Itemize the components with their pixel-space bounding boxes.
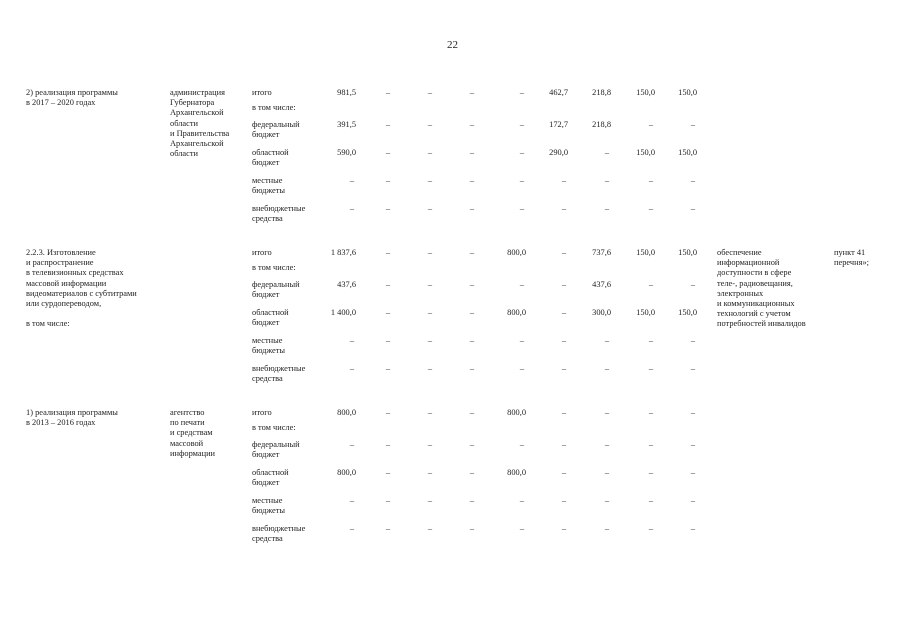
- value-dash: –: [604, 176, 610, 185]
- value-cell: 437,6: [337, 280, 356, 289]
- value-dash: –: [561, 468, 567, 477]
- value-dash: –: [648, 440, 654, 449]
- value-dash: –: [385, 408, 391, 417]
- value-dash: –: [385, 336, 391, 345]
- value-dash: –: [648, 496, 654, 505]
- value-dash: –: [349, 364, 355, 373]
- value-dash: –: [469, 408, 475, 417]
- value-dash: –: [427, 176, 433, 185]
- value-cell: 800,0: [507, 408, 526, 417]
- value-dash: –: [385, 364, 391, 373]
- value-cell: 172,7: [549, 120, 568, 129]
- value-cell: 300,0: [592, 308, 611, 317]
- value-dash: –: [385, 468, 391, 477]
- value-cell: 437,6: [592, 280, 611, 289]
- row-label: федеральный бюджет: [252, 440, 300, 460]
- value-dash: –: [519, 364, 525, 373]
- value-dash: –: [690, 336, 696, 345]
- value-dash: –: [469, 204, 475, 213]
- value-dash: –: [385, 308, 391, 317]
- value-dash: –: [519, 336, 525, 345]
- value-cell: 150,0: [678, 308, 697, 317]
- value-cell: 290,0: [549, 148, 568, 157]
- value-dash: –: [561, 308, 567, 317]
- value-dash: –: [469, 176, 475, 185]
- row-label: федеральный бюджет: [252, 120, 300, 140]
- value-dash: –: [648, 408, 654, 417]
- value-dash: –: [427, 524, 433, 533]
- value-dash: –: [561, 336, 567, 345]
- value-dash: –: [690, 468, 696, 477]
- value-dash: –: [561, 440, 567, 449]
- value-dash: –: [469, 88, 475, 97]
- value-dash: –: [648, 468, 654, 477]
- value-dash: –: [604, 364, 610, 373]
- section-title: 2.2.3. Изготовление и распространение в телевизионных средствах массовой информации видеоматериалов с субтитрами или сурдопереводом, в том числе:: [26, 248, 137, 329]
- row-label: внебюджетные средства: [252, 524, 306, 544]
- section-title: 1) реализация программы в 2013 – 2016 годах: [26, 408, 118, 428]
- value-cell: 150,0: [678, 88, 697, 97]
- value-dash: –: [427, 120, 433, 129]
- value-cell: 391,5: [337, 120, 356, 129]
- value-dash: –: [604, 148, 610, 157]
- value-dash: –: [469, 148, 475, 157]
- value-dash: –: [427, 204, 433, 213]
- value-dash: –: [690, 204, 696, 213]
- row-label: местные бюджеты: [252, 336, 286, 356]
- value-dash: –: [349, 524, 355, 533]
- value-cell: 1 837,6: [330, 248, 356, 257]
- value-dash: –: [690, 408, 696, 417]
- value-dash: –: [469, 308, 475, 317]
- value-cell: 150,0: [636, 308, 655, 317]
- value-dash: –: [427, 468, 433, 477]
- value-dash: –: [427, 148, 433, 157]
- value-dash: –: [690, 364, 696, 373]
- value-dash: –: [349, 176, 355, 185]
- value-dash: –: [561, 176, 567, 185]
- value-dash: –: [648, 364, 654, 373]
- value-dash: –: [427, 496, 433, 505]
- value-cell: 800,0: [507, 308, 526, 317]
- value-dash: –: [469, 524, 475, 533]
- value-dash: –: [385, 120, 391, 129]
- value-dash: –: [427, 440, 433, 449]
- value-cell: 737,6: [592, 248, 611, 257]
- row-label: федеральный бюджет: [252, 280, 300, 300]
- value-dash: –: [385, 248, 391, 257]
- value-cell: 150,0: [678, 248, 697, 257]
- value-dash: –: [519, 88, 525, 97]
- value-dash: –: [519, 496, 525, 505]
- row-label: в том числе:: [252, 423, 296, 432]
- value-cell: 800,0: [337, 408, 356, 417]
- value-dash: –: [469, 364, 475, 373]
- value-cell: 150,0: [636, 88, 655, 97]
- row-label: в том числе:: [252, 103, 296, 112]
- row-label: итого: [252, 408, 272, 417]
- value-dash: –: [469, 468, 475, 477]
- section-link: пункт 41 перечня»;: [834, 248, 869, 268]
- row-label: областной бюджет: [252, 308, 289, 328]
- value-dash: –: [427, 364, 433, 373]
- value-dash: –: [427, 280, 433, 289]
- row-label: местные бюджеты: [252, 496, 286, 516]
- value-dash: –: [561, 408, 567, 417]
- value-dash: –: [604, 468, 610, 477]
- value-cell: 981,5: [337, 88, 356, 97]
- value-dash: –: [519, 176, 525, 185]
- value-cell: 218,8: [592, 120, 611, 129]
- value-dash: –: [385, 176, 391, 185]
- value-dash: –: [648, 336, 654, 345]
- value-dash: –: [385, 496, 391, 505]
- value-dash: –: [519, 280, 525, 289]
- value-dash: –: [561, 204, 567, 213]
- value-dash: –: [427, 408, 433, 417]
- value-dash: –: [385, 88, 391, 97]
- value-dash: –: [385, 440, 391, 449]
- value-cell: 590,0: [337, 148, 356, 157]
- value-dash: –: [385, 524, 391, 533]
- section-executor: агентство по печати и средствам массовой информации: [170, 408, 216, 458]
- value-dash: –: [469, 496, 475, 505]
- value-dash: –: [349, 496, 355, 505]
- value-dash: –: [519, 204, 525, 213]
- value-dash: –: [427, 88, 433, 97]
- value-dash: –: [427, 248, 433, 257]
- value-cell: 218,8: [592, 88, 611, 97]
- value-dash: –: [385, 280, 391, 289]
- value-dash: –: [519, 440, 525, 449]
- value-dash: –: [604, 496, 610, 505]
- value-dash: –: [469, 120, 475, 129]
- value-cell: 150,0: [636, 148, 655, 157]
- value-dash: –: [561, 524, 567, 533]
- value-dash: –: [648, 524, 654, 533]
- value-cell: 800,0: [507, 248, 526, 257]
- value-dash: –: [690, 176, 696, 185]
- value-dash: –: [349, 204, 355, 213]
- value-cell: 800,0: [507, 468, 526, 477]
- row-label: в том числе:: [252, 263, 296, 272]
- value-dash: –: [469, 248, 475, 257]
- row-label: итого: [252, 248, 272, 257]
- value-dash: –: [561, 364, 567, 373]
- value-dash: –: [561, 496, 567, 505]
- value-dash: –: [427, 308, 433, 317]
- row-label: итого: [252, 88, 272, 97]
- value-cell: 1 400,0: [330, 308, 356, 317]
- value-dash: –: [519, 524, 525, 533]
- value-dash: –: [469, 336, 475, 345]
- value-dash: –: [349, 336, 355, 345]
- section-executor: администрация Губернатора Архангельской области и Правительства Архангельской области: [170, 88, 230, 159]
- value-dash: –: [648, 204, 654, 213]
- value-dash: –: [561, 248, 567, 257]
- page-number: 22: [447, 39, 458, 51]
- value-dash: –: [604, 440, 610, 449]
- value-dash: –: [349, 440, 355, 449]
- value-dash: –: [604, 408, 610, 417]
- section-result: обеспечение информационной доступности в сфере теле-, радиовещания, электронных и коммуникационных технологий с учетом потребностей инвалидов: [717, 248, 806, 329]
- value-cell: 150,0: [678, 148, 697, 157]
- value-dash: –: [469, 440, 475, 449]
- row-label: внебюджетные средства: [252, 364, 306, 384]
- value-dash: –: [690, 524, 696, 533]
- value-dash: –: [427, 336, 433, 345]
- row-label: внебюджетные средства: [252, 204, 306, 224]
- value-dash: –: [648, 120, 654, 129]
- value-dash: –: [519, 148, 525, 157]
- value-dash: –: [690, 120, 696, 129]
- value-dash: –: [604, 336, 610, 345]
- row-label: областной бюджет: [252, 468, 289, 488]
- value-dash: –: [385, 204, 391, 213]
- value-dash: –: [561, 280, 567, 289]
- value-dash: –: [604, 204, 610, 213]
- value-dash: –: [519, 120, 525, 129]
- value-dash: –: [690, 280, 696, 289]
- value-dash: –: [604, 524, 610, 533]
- row-label: местные бюджеты: [252, 176, 286, 196]
- value-dash: –: [385, 148, 391, 157]
- value-dash: –: [690, 440, 696, 449]
- value-dash: –: [648, 176, 654, 185]
- value-cell: 800,0: [337, 468, 356, 477]
- value-dash: –: [690, 496, 696, 505]
- value-dash: –: [469, 280, 475, 289]
- value-cell: 150,0: [636, 248, 655, 257]
- section-title: 2) реализация программы в 2017 – 2020 годах: [26, 88, 118, 108]
- row-label: областной бюджет: [252, 148, 289, 168]
- value-dash: –: [648, 280, 654, 289]
- value-cell: 462,7: [549, 88, 568, 97]
